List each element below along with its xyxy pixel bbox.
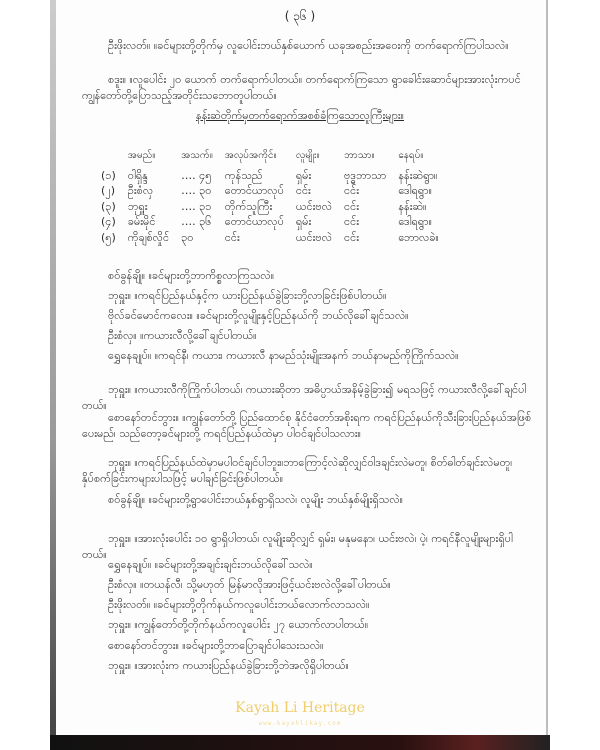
dialogue-paragraph [82,328,532,344]
table-title: နန်းဆဲတိုက်မှတက်ရောက်အစစ်ခံကြသောလူကြီးများ။ [196,109,404,122]
speaker: ဘုရှူး။ [108,289,132,302]
dialogue-paragraph [82,348,532,364]
speech: ။ခင်များတို့ဘာကိစ္စလာကြသလဲ။ [148,269,275,282]
speech: ။တယန်လီ၊ သို့မဟုတ် မြန်မာလိုအားဖြင့်ယင်းဗလဲလို့ခေါ်ပါတယ်။ [140,578,391,591]
table-row: (၄) ခမ်းမိုင် …. ၃၆ တောင်ယာလုပ် ရှမ်း ငင်း ဒေါရရွာ။ [101,215,432,228]
speaker: ဘုရှူး။ [108,618,132,631]
watermark-title: Kayah Li Heritage [235,700,365,716]
speech: ။ကရင်ပြည်နယ်ထဲမှာမပါဝင်ချင်ပါဘူး။ဘာကြောင့်လဲဆိုလျှင်ဝါဒချင်းလဲမတူ၊ စိတ်ဓါတ်ချင်းလဲမတူ၊ နှိပ်စက်ခြင်းကများပါသဖြင့် မပါချင်ခြင်းဖြစ်ပါတယ်။ [82,456,513,485]
speech: ။ကယားလီကိုကြိုက်ပါတယ်၊ ကယားဆိုတာ အဓိပ္ပာယ်အနိမ့်ခွဲခြား၍ မရသဖြင့် ကယားလီလို့ခေါ်ချင်ပါတယ်။ [82,383,527,412]
dialogue-paragraph [82,658,532,674]
speaker: ဦးစံလှ။ [108,578,137,591]
speaker: ဦးစံလှ။ [108,329,137,342]
col-religion: ဘာသာ။ [344,150,375,161]
speaker: စဝ်ခွန်ချို။ [108,493,146,506]
dialogue-paragraph [82,410,532,442]
speaker: စဒူး။ [108,73,127,86]
speech: ။အားလုံးက ကယားပြည်နယ်ခွဲခြားဘို့ဘဲအလိုရှိပါတယ်။ [134,659,349,672]
speaker: ဗိုလ်ခင်မောင်ကလေး။ [108,309,193,322]
speech: ။ကရင်ပြည်နယ်နှင့်က ယားပြည်နယ်ခွဲခြားဘို့လာခြင်းဖြစ်ပါတယ်။ [134,289,387,302]
speech: ။ခင်များတို့ဘာပြောချင်ပါသေးသလဲ။ [182,639,324,652]
speaker: ဦးဖိုးလတ်။ [108,598,151,611]
col-occupation: အလုပ်အကိုင်။ [224,150,277,161]
speech: ။ခင်များတို့လူမျိုးနှင့်ပြည်နယ်ကို ဘယ်လိုခေါ်ချင်သလဲ။ [196,309,409,322]
speaker: ဘုရှူး။ [108,532,132,545]
speech: ။ခင်များတို့ရွာပေါင်းဘယ်နှစ်ရွာရှိသလဲ၊ လူမျိုး ဘယ်နှစ်မျိုးရှိသလဲ။ [148,493,403,506]
table-row: (၁) ဝါရှိန္ဒ …. ၄၅ ကုန်သည် ရှမ်း ဗုဒ္ဓဘာသာ နန်းဆဲရွာ။ [101,168,438,182]
speech: ။ကျွန်တော်တို့တိုက်နယ်ကလူပေါင်း ၂၇ ယောက်လာပါတယ်။ [134,618,369,631]
dialogue-paragraph [82,455,532,487]
dialogue-paragraph [82,492,532,508]
table-header-row [95,148,445,168]
watermark-url: www.kayahlikay.com [258,720,342,727]
table-row: (၃) ဘုရှူး …. ၃၁ တိုက်သူကြီး ယင်းဗလဲ ငင်း နန်းဆဲ။ [101,199,427,213]
speaker: ဘုရှူး။ [108,456,132,469]
speaker: စောနော်တင်ဘွား။ [108,411,179,424]
col-name: အမည်။ [127,150,156,161]
dialogue-paragraph [82,268,532,284]
speaker: ဘုရှူး။ [108,659,132,672]
scan-bottom-edge [50,735,550,750]
speech: ။ခင်များတို့တိုက်မှ လူပေါင်းဘယ်နှစ်ယောက် ယခုအစည်းအဝေးကို တက်ရောက်ကြပါသလဲ။ [153,39,509,52]
speech: ။ခင်များတို့အချင်းချင်းဘယ်လိုခေါ်သလဲ။ [154,558,313,571]
witness-table [95,148,445,245]
dialogue-paragraph [82,308,532,324]
speech: ။ကယားလီလို့ခေါ်ချင်ပါတယ်။ [140,329,257,342]
speaker: စောနော်တင်ဘွား။ [108,639,179,652]
speaker: စဝ်ခွန်ချို။ [108,269,146,282]
table-row: (၅) ကိုချစ်လှိုင် ၃၀ ငင်း ယင်းဗလဲ ငင်း ဘောလခဲ။ [101,230,439,244]
dialogue-paragraph [82,638,532,654]
page-number: ( ၃၆ ) [284,9,316,23]
speech: ။ခင်များတို့တိုက်နယ်ကလူပေါင်းဘယ်လောက်လာသလဲ။ [153,598,370,611]
speaker: ဘုရှူး။ [108,383,132,396]
speech: ။လူပေါင်း ၂၀ ယောက် တက်ရောက်ပါတယ်။ တက်ရောက်ကြသော ရွာခေါင်းဆောင်များအားလုံးကပင် ကျွန်တော်တို့ပြောသည့်အတိုင်းသဘောတူပါတယ်။ [82,73,521,102]
table-row: (၂) ဦးစံလှ …. ၃၀ တောင်ယာလုပ် ငင်း ငင်း ဒေါရရွာ။ [101,184,432,197]
col-age: အသက်။ [181,150,213,161]
paragraph [82,38,532,54]
col-residence: နေရပ်။ [398,150,424,161]
speech: ။အားလုံးပေါင်း ၁၀ ရွာရှိပါတယ်၊ လူမျိုးဆိုလျှင် ရှမ်း၊ မနုမနော၊ ယင်းဗလဲ၊ ပဲ့၊ ကရင်နီလူမျိုးများရှိပါတယ်။ [82,532,513,561]
dialogue-paragraph [82,617,532,633]
speaker: ဦးဖိုးလတ်။ [108,39,151,52]
dialogue-paragraph [82,557,532,573]
speech: ။ကျွန်တော်တို့ ပြည်ထောင်စု နိုင်ငံတော်အစိုးရက ကရင်ပြည်နယ်ကိုသီးခြားပြည်နယ်အဖြစ်ပေးမည်၊ သည်တော့ခင်များတို့ ကရင်ပြည်နယ်ထဲမှာ ပါဝင်ချင်ပါသလား။ [82,411,532,440]
dialogue-paragraph [82,577,532,593]
speaker: ရွှေနေချုပ်။ [108,349,152,362]
speaker: ရွှေနေချုပ်။ [108,558,152,571]
paragraph [82,72,532,104]
col-race: လူမျိုး။ [295,150,320,161]
dialogue-paragraph [82,288,532,304]
dialogue-paragraph [82,597,532,613]
speech: ။ကရင်နီ၊ ကယား၊ ကယားလီ နာမည်သုံးမျိုးအနက် ဘယ်နာမည်ကိုကြိုက်သလဲ။ [154,349,459,362]
